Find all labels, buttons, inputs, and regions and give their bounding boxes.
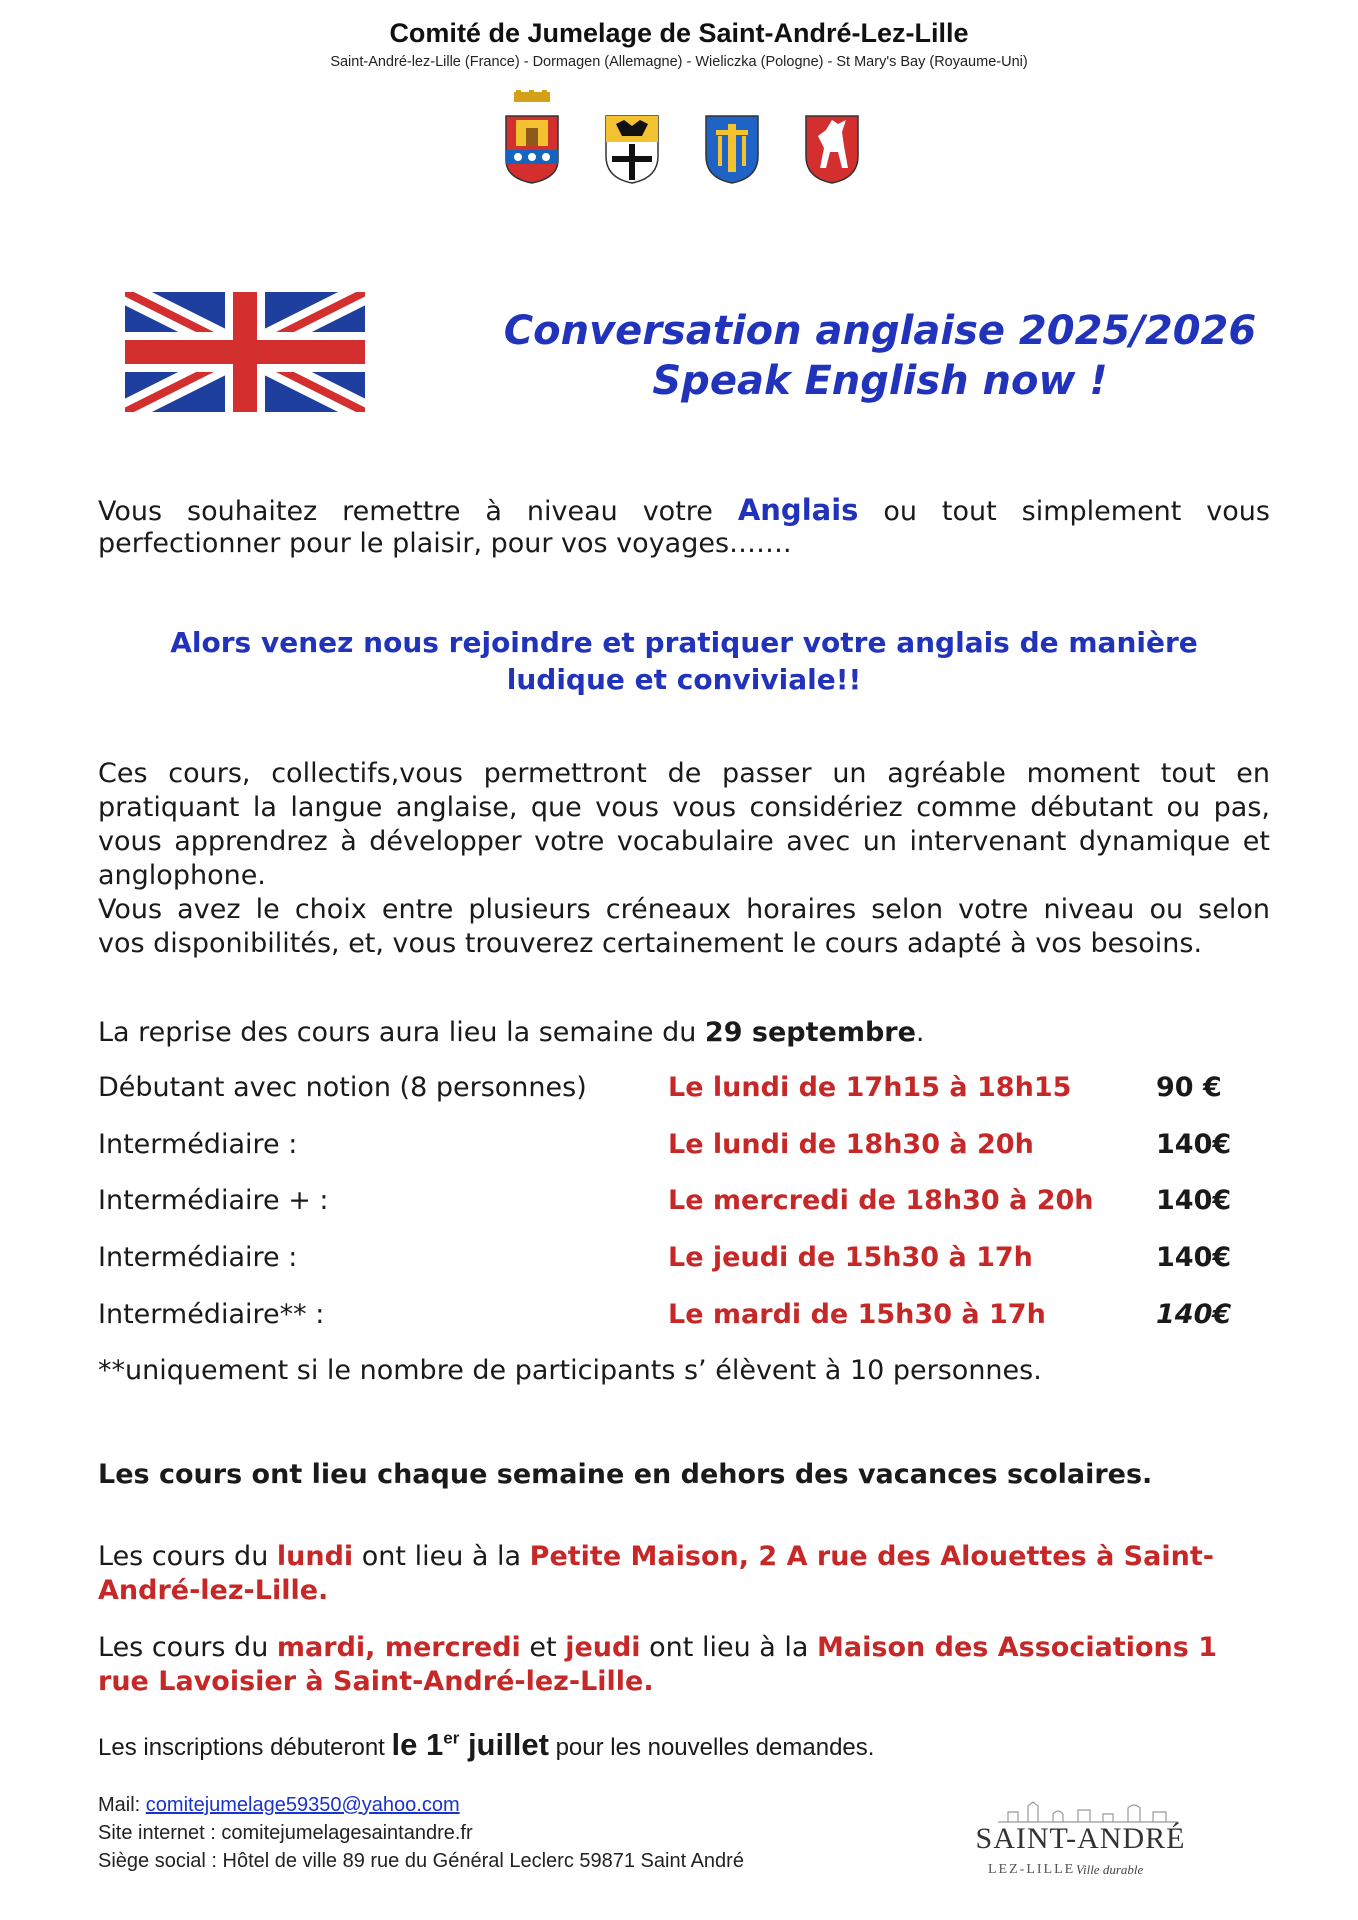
location-text: Les cours du bbox=[98, 1541, 269, 1572]
location-semaine-line-2: rue Lavoisier à Saint-André-lez-Lille. bbox=[98, 1666, 654, 1697]
location-lundi-line-1 bbox=[98, 1540, 1270, 1574]
callout-line-1: Alors venez nous rejoindre et pratiquer votre anglais de manière bbox=[170, 626, 1198, 659]
intro-line-2: perfectionner pour le plaisir, pour vos voyages……. bbox=[98, 528, 792, 559]
schedule-time: Le mercredi de 18h30 à 20h bbox=[668, 1185, 1094, 1216]
location-lundi-line-2: André-lez-Lille. bbox=[98, 1575, 329, 1606]
location-text: ont lieu à la bbox=[361, 1541, 522, 1572]
location-text: et bbox=[529, 1632, 557, 1663]
location-text: Les cours du bbox=[98, 1632, 269, 1663]
location-semaine-line-1 bbox=[98, 1631, 1270, 1665]
location-text: ont lieu à la bbox=[649, 1632, 809, 1663]
intro-line-1 bbox=[98, 493, 1270, 529]
location-day: lundi bbox=[276, 1541, 354, 1572]
st-marys-bay-crest-icon bbox=[802, 90, 862, 185]
location-days: mardi, mercredi bbox=[276, 1632, 521, 1663]
inscriptions-text-end: pour les nouvelles demandes. bbox=[555, 1734, 875, 1761]
schedule-level: Intermédiaire : bbox=[98, 1129, 298, 1160]
schedule-footnote: **uniquement si le nombre de participants s’ élèvent à 10 personnes. bbox=[98, 1355, 1042, 1386]
title-line-1: Conversation anglaise 2025/2026 bbox=[503, 308, 1257, 354]
location-day: jeudi bbox=[565, 1632, 641, 1663]
schedule-price: 140€ bbox=[1156, 1129, 1232, 1160]
footer-mail bbox=[98, 1794, 460, 1817]
reprise-date: 29 septembre bbox=[704, 1017, 916, 1048]
schedule-price: 90 € bbox=[1156, 1072, 1222, 1103]
footer-site: Site internet : comitejumelagesaintandre.fr bbox=[98, 1822, 473, 1844]
description-line-1: Ces cours, collectifs,vous permettront de passer un agréable moment tout en bbox=[98, 758, 1270, 789]
intro-highlight-anglais: Anglais bbox=[737, 493, 859, 527]
schedule-level: Intermédiaire : bbox=[98, 1242, 298, 1273]
schedule-price: 140€ bbox=[1156, 1242, 1232, 1273]
twin-cities-list: Saint-André-lez-Lille (France) - Dormagen (Allemagne) - Wieliczka (Pologne) - St Mary's Bay (Royaume-Uni) bbox=[330, 54, 1028, 70]
wieliczka-crest-icon bbox=[702, 90, 762, 185]
inscriptions-text: Les inscriptions débuteront bbox=[98, 1734, 385, 1761]
saint-andre-logo bbox=[958, 1800, 1203, 1890]
description-line-5: Vous avez le choix entre plusieurs créneaux horaires selon votre niveau ou selon bbox=[98, 894, 1270, 925]
intro-text: Vous souhaitez remettre à niveau votre bbox=[98, 496, 713, 527]
title-line-2: Speak English now ! bbox=[652, 358, 1108, 404]
description-line-2: pratiquant la langue anglaise, que vous vous considériez comme débutant ou pas, bbox=[98, 792, 1270, 823]
logo-subtitle: LEZ-LILLE bbox=[988, 1862, 1076, 1877]
organization-name: Comité de Jumelage de Saint-André-Lez-Lille bbox=[389, 18, 969, 48]
schedule-level: Intermédiaire** : bbox=[98, 1299, 325, 1330]
inscriptions-sentence bbox=[98, 1727, 874, 1763]
schedule-time: Le mardi de 15h30 à 17h bbox=[668, 1299, 1046, 1330]
dormagen-crest-icon bbox=[602, 90, 662, 185]
inscriptions-date: le 1er juillet bbox=[391, 1727, 549, 1762]
schedule-time: Le jeudi de 15h30 à 17h bbox=[668, 1242, 1033, 1273]
union-jack-flag-icon bbox=[125, 292, 365, 412]
intro-text-end: ou tout simplement vous bbox=[883, 496, 1270, 527]
description-line-6: vos disponibilités, et, vous trouverez certainement le cours adapté à vos besoins. bbox=[98, 928, 1203, 959]
reprise-text: La reprise des cours aura lieu la semaine du bbox=[98, 1017, 697, 1048]
mail-link[interactable]: comitejumelage59350@yahoo.com bbox=[145, 1794, 460, 1816]
description-line-4: anglophone. bbox=[98, 860, 266, 891]
logo-tagline: Ville durable bbox=[1076, 1862, 1144, 1877]
logo-name: SAINT-ANDRÉ bbox=[975, 1822, 1186, 1855]
schedule-level: Intermédiaire + : bbox=[98, 1185, 329, 1216]
reprise-sentence bbox=[98, 1016, 1270, 1050]
schedule-time: Le lundi de 17h15 à 18h15 bbox=[668, 1072, 1072, 1103]
schedule-time: Le lundi de 18h30 à 20h bbox=[668, 1129, 1034, 1160]
skyline-icon bbox=[998, 1800, 1178, 1824]
schedule-price: 140€ bbox=[1156, 1299, 1232, 1330]
weekly-note: Les cours ont lieu chaque semaine en dehors des vacances scolaires. bbox=[98, 1459, 1153, 1490]
footer-hq: Siège social : Hôtel de ville 89 rue du Général Leclerc 59871 Saint André bbox=[98, 1850, 744, 1872]
location-place: Maison des Associations 1 bbox=[817, 1632, 1217, 1663]
saint-andre-crest-icon bbox=[502, 90, 562, 185]
schedule-price: 140€ bbox=[1156, 1185, 1232, 1216]
location-place: Petite Maison, 2 A rue des Alouettes à Saint- bbox=[529, 1541, 1214, 1572]
reprise-end: . bbox=[915, 1017, 925, 1048]
schedule-level: Débutant avec notion (8 personnes) bbox=[98, 1072, 587, 1103]
callout-line-2: ludique et conviviale!! bbox=[506, 663, 862, 696]
description-line-3: vous apprendrez à développer votre vocabulaire avec un intervenant dynamique et bbox=[98, 826, 1270, 857]
mail-label: Mail: bbox=[98, 1794, 141, 1816]
